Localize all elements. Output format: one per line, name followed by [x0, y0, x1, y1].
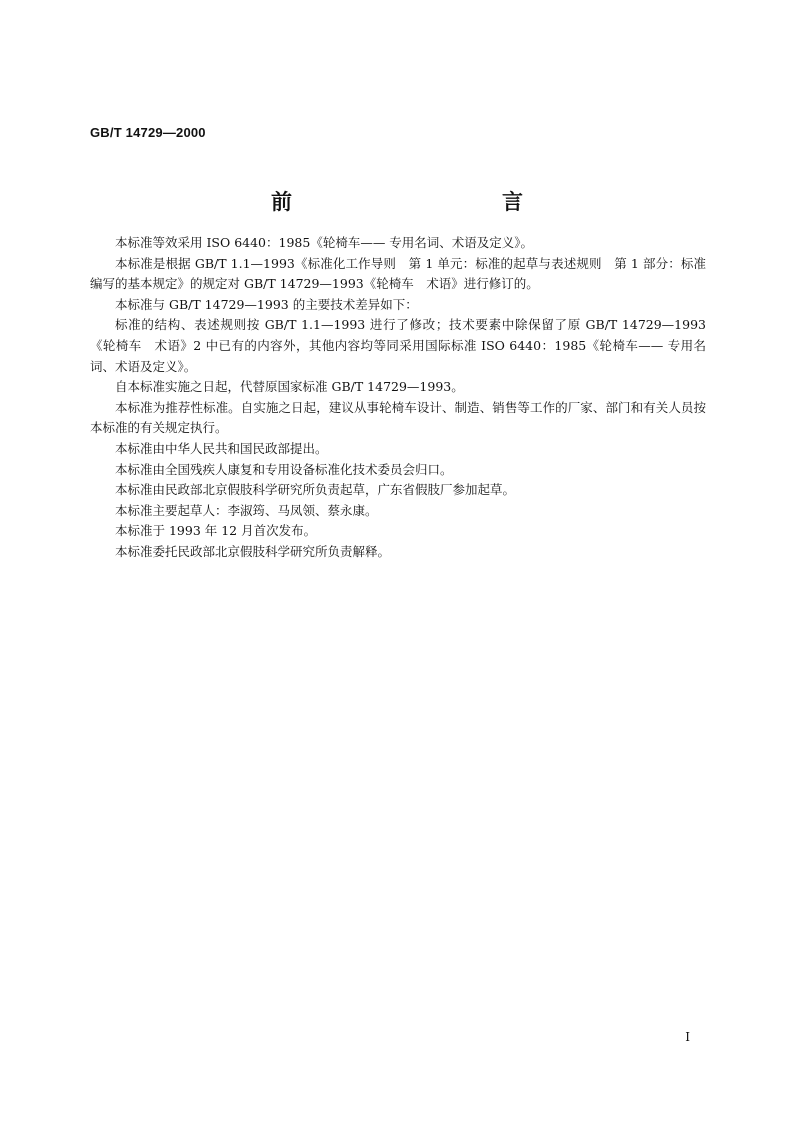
- paragraph-differences-detail: 标准的结构、表述规则按 GB/T 1.1—1993 进行了修改；技术要素中除保留了原 GB/T 14729—1993《轮椅车 术语》2 中已有的内容外，其他内容均等同采用国际标准 ISO 6440：1985《轮椅车—— 专用名词、术语及定义》。: [90, 317, 706, 374]
- page-title: 前 言: [271, 190, 579, 214]
- paragraph-differences-intro: 本标准与 GB/T 14729—1993 的主要技术差异如下：: [115, 296, 418, 312]
- paragraph-adoption: 本标准等效采用 ISO 6440：1985《轮椅车—— 专用名词、术语及定义》。: [115, 235, 534, 250]
- paragraph-proposer: 本标准由中华人民共和国民政部提出。: [115, 440, 328, 456]
- paragraph-replacement: 自本标准实施之日起，代替原国家标准 GB/T 14729—1993。: [115, 379, 464, 395]
- paragraph-interpretation: 本标准委托民政部北京假肢科学研究所负责解释。: [115, 543, 391, 559]
- foreword-body: [90, 233, 706, 563]
- page-number: I: [685, 1030, 690, 1044]
- paragraph-revision-basis: 本标准是根据 GB/T 1.1—1993《标准化工作导则 第 1 单元：标准的起草与表述规则 第 1 部分：标准编写的基本规定》的规定对 GB/T 14729—1993《轮椅车 术语》进行修订的。: [90, 255, 706, 292]
- paragraph-first-issue: 本标准于 1993 年 12 月首次发布。: [115, 523, 317, 539]
- standard-code: GB/T 14729—2000: [90, 125, 206, 140]
- paragraph-drafters: 本标准主要起草人：李淑筠、马凤领、蔡永康。: [115, 502, 378, 518]
- paragraph-committee: 本标准由全国残疾人康复和专用设备标准化技术委员会归口。: [115, 461, 453, 477]
- paragraph-recommendation: 本标准为推荐性标准。自实施之日起，建议从事轮椅车设计、制造、销售等工作的厂家、部门和有关人员按本标准的有关规定执行。: [90, 399, 706, 436]
- paragraph-drafting-org: 本标准由民政部北京假肢科学研究所负责起草，广东省假肢厂参加起草。: [115, 482, 516, 498]
